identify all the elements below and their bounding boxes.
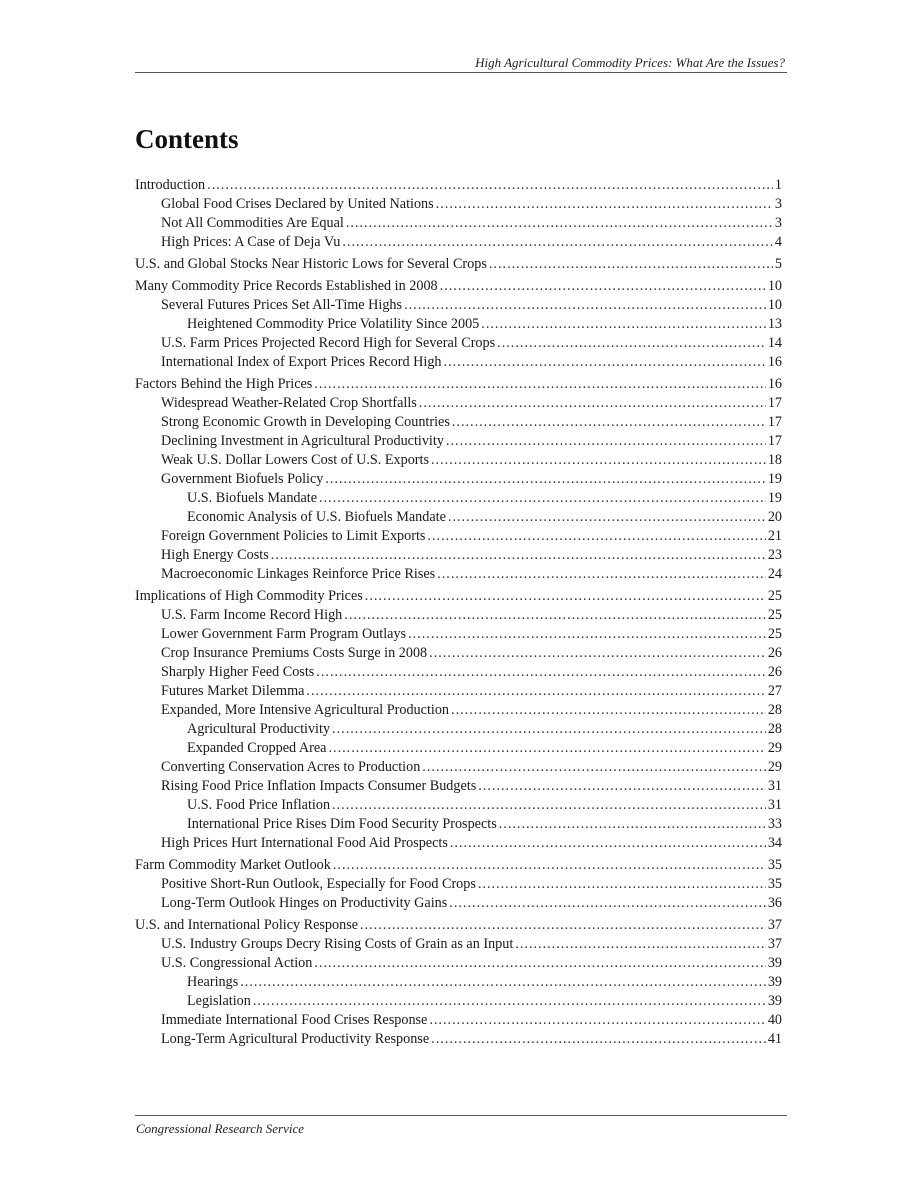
toc-entry-page-number: 21 <box>767 528 782 544</box>
toc-entry[interactable] <box>135 875 782 894</box>
toc-entry[interactable] <box>135 856 782 875</box>
toc-entry-label: High Prices: A Case of Deja Vu <box>161 234 341 250</box>
toc-entry-page-number: 4 <box>774 234 782 250</box>
toc-entry-label: Long-Term Agricultural Productivity Response <box>161 1031 430 1047</box>
toc-entry-label: U.S. Food Price Inflation <box>187 797 331 813</box>
toc-entry[interactable] <box>135 315 782 334</box>
toc-entry-label: Rising Food Price Inflation Impacts Consumer Budgets <box>161 778 477 794</box>
toc-dot-leader <box>344 606 766 625</box>
toc-entry-label: U.S. Farm Income Record High <box>161 607 343 623</box>
toc-dot-leader <box>240 973 766 992</box>
toc-dot-leader <box>446 432 766 451</box>
toc-entry[interactable] <box>135 489 782 508</box>
toc-entry-page-number: 14 <box>767 335 782 351</box>
toc-dot-leader <box>314 954 765 973</box>
toc-entry[interactable] <box>135 334 782 353</box>
toc-entry[interactable] <box>135 796 782 815</box>
toc-dot-leader <box>431 451 766 470</box>
toc-dot-leader <box>481 315 766 334</box>
header-rule <box>135 72 787 73</box>
toc-dot-leader <box>515 935 766 954</box>
toc-dot-leader <box>346 214 773 233</box>
toc-entry-page-number: 31 <box>767 797 782 813</box>
toc-dot-leader <box>319 489 766 508</box>
toc-entry-label: High Prices Hurt International Food Aid Prospects <box>161 835 448 851</box>
toc-entry-page-number: 3 <box>774 196 782 212</box>
toc-entry-page-number: 1 <box>774 177 782 193</box>
toc-entry-label: Implications of High Commodity Prices <box>135 588 363 604</box>
toc-dot-leader <box>332 720 766 739</box>
toc-entry-page-number: 39 <box>767 974 782 990</box>
toc-entry[interactable] <box>135 353 782 372</box>
toc-entry-label: Several Futures Prices Set All-Time Highs <box>161 297 403 313</box>
toc-entry-page-number: 25 <box>767 607 782 623</box>
toc-entry[interactable] <box>135 758 782 777</box>
toc-entry-page-number: 37 <box>767 936 782 952</box>
toc-entry[interactable] <box>135 973 782 992</box>
page-title: Contents <box>135 124 239 154</box>
toc-entry-page-number: 27 <box>767 683 782 699</box>
toc-entry-label: Heightened Commodity Price Volatility Since 2005 <box>187 316 480 332</box>
toc-entry-page-number: 34 <box>767 835 782 851</box>
toc-dot-leader <box>365 587 766 606</box>
toc-dot-leader <box>306 682 765 701</box>
toc-entry-page-number: 25 <box>767 626 782 642</box>
toc-entry[interactable] <box>135 777 782 796</box>
toc-dot-leader <box>427 527 765 546</box>
toc-entry-page-number: 20 <box>767 509 782 525</box>
toc-dot-leader <box>328 739 765 758</box>
toc-entry[interactable] <box>135 375 782 394</box>
running-header-title: High Agricultural Commodity Prices: What Are the Issues? <box>475 55 785 70</box>
toc-dot-leader <box>451 701 766 720</box>
toc-entry[interactable] <box>135 451 782 470</box>
toc-entry[interactable] <box>135 565 782 584</box>
toc-entry-label: Foreign Government Policies to Limit Exports <box>161 528 426 544</box>
toc-entry[interactable] <box>135 682 782 701</box>
toc-entry-label: International Price Rises Dim Food Security Prospects <box>187 816 497 832</box>
toc-entry[interactable] <box>135 916 782 935</box>
toc-entry-label: Global Food Crises Declared by United Nations <box>161 196 434 212</box>
toc-dot-leader <box>325 470 765 489</box>
toc-entry[interactable] <box>135 176 782 195</box>
toc-entry-page-number: 33 <box>767 816 782 832</box>
toc-dot-leader <box>429 644 766 663</box>
toc-dot-leader <box>342 233 773 252</box>
toc-entry-page-number: 17 <box>767 414 782 430</box>
toc-dot-leader <box>499 815 766 834</box>
toc-dot-leader <box>404 296 766 315</box>
toc-entry-page-number: 35 <box>767 876 782 892</box>
toc-entry[interactable] <box>135 432 782 451</box>
toc-entry-label: Economic Analysis of U.S. Biofuels Mandate <box>187 509 446 525</box>
toc-entry-label: International Index of Export Prices Record High <box>161 354 442 370</box>
toc-entry-label: Government Biofuels Policy <box>161 471 324 487</box>
toc-entry-label: U.S. and Global Stocks Near Historic Lows for Several Crops <box>135 256 487 272</box>
toc-dot-leader <box>316 663 766 682</box>
toc-dot-leader <box>429 1011 765 1030</box>
toc-entry-label: Widespread Weather-Related Crop Shortfalls <box>161 395 417 411</box>
toc-entry-page-number: 23 <box>767 547 782 563</box>
toc-entry-page-number: 10 <box>767 278 782 294</box>
toc-entry[interactable] <box>135 413 782 432</box>
toc-entry[interactable] <box>135 527 782 546</box>
toc-dot-leader <box>440 277 766 296</box>
toc-entry-page-number: 39 <box>767 993 782 1009</box>
toc-entry-label: Positive Short-Run Outlook, Especially for Food Crops <box>161 876 476 892</box>
toc-entry[interactable] <box>135 296 782 315</box>
toc-dot-leader <box>207 176 773 195</box>
toc-entry-page-number: 16 <box>767 354 782 370</box>
toc-entry-page-number: 10 <box>767 297 782 313</box>
toc-entry-page-number: 19 <box>767 471 782 487</box>
toc-entry-page-number: 26 <box>767 645 782 661</box>
toc-dot-leader <box>449 894 766 913</box>
toc-dot-leader <box>314 375 765 394</box>
toc-entry-label: Immediate International Food Crises Response <box>161 1012 428 1028</box>
toc-dot-leader <box>431 1030 766 1049</box>
toc-entry[interactable] <box>135 815 782 834</box>
toc-entry[interactable] <box>135 1011 782 1030</box>
toc-entry[interactable] <box>135 470 782 489</box>
toc-entry-label: Lower Government Farm Program Outlays <box>161 626 407 642</box>
toc-entry-label: U.S. Industry Groups Decry Rising Costs of Grain as an Input <box>161 936 514 952</box>
toc-entry-label: Farm Commodity Market Outlook <box>135 857 331 873</box>
toc-entry-label: Expanded Cropped Area <box>187 740 327 756</box>
toc-entry-page-number: 29 <box>767 740 782 756</box>
toc-dot-leader <box>271 546 766 565</box>
toc-entry[interactable] <box>135 894 782 913</box>
toc-entry[interactable] <box>135 663 782 682</box>
toc-entry-page-number: 17 <box>767 395 782 411</box>
toc-entry[interactable] <box>135 954 782 973</box>
toc-dot-leader <box>489 255 773 274</box>
toc-entry-label: Crop Insurance Premiums Costs Surge in 2008 <box>161 645 428 661</box>
toc-entry-page-number: 35 <box>767 857 782 873</box>
toc-entry-label: U.S. Farm Prices Projected Record High for Several Crops <box>161 335 496 351</box>
toc-entry-page-number: 25 <box>767 588 782 604</box>
toc-entry-label: U.S. and International Policy Response <box>135 917 359 933</box>
toc-entry[interactable] <box>135 546 782 565</box>
toc-entry-label: Expanded, More Intensive Agricultural Production <box>161 702 450 718</box>
toc-entry-page-number: 24 <box>767 566 782 582</box>
toc-entry-label: Many Commodity Price Records Established in 2008 <box>135 278 438 294</box>
toc-dot-leader <box>436 195 773 214</box>
toc-entry-label: U.S. Congressional Action <box>161 955 313 971</box>
toc-entry[interactable] <box>135 277 782 296</box>
toc-entry-label: Not All Commodities Are Equal <box>161 215 344 231</box>
toc-dot-leader <box>478 777 766 796</box>
toc-entry-label: Introduction <box>135 177 206 193</box>
toc-entry[interactable] <box>135 195 782 214</box>
toc-dot-leader <box>422 758 766 777</box>
toc-dot-leader <box>448 508 766 527</box>
toc-entry-label: High Energy Costs <box>161 547 269 563</box>
toc-entry-label: Long-Term Outlook Hinges on Productivity Gains <box>161 895 448 911</box>
toc-entry[interactable] <box>135 587 782 606</box>
toc-dot-leader <box>478 875 766 894</box>
toc-entry[interactable] <box>135 508 782 527</box>
toc-dot-leader <box>452 413 766 432</box>
toc-entry-label: Agricultural Productivity <box>187 721 331 737</box>
toc-entry-page-number: 18 <box>767 452 782 468</box>
toc-entry-label: Sharply Higher Feed Costs <box>161 664 315 680</box>
toc-dot-leader <box>450 834 766 853</box>
toc-dot-leader <box>444 353 766 372</box>
toc-entry-page-number: 26 <box>767 664 782 680</box>
toc-entry-page-number: 28 <box>767 702 782 718</box>
toc-entry[interactable] <box>135 834 782 853</box>
toc-entry-page-number: 37 <box>767 917 782 933</box>
toc-entry-page-number: 36 <box>767 895 782 911</box>
toc-dot-leader <box>419 394 766 413</box>
toc-dot-leader <box>437 565 766 584</box>
toc-entry-label: Strong Economic Growth in Developing Countries <box>161 414 450 430</box>
toc-entry-label: Hearings <box>187 974 239 990</box>
toc-entry-label: Factors Behind the High Prices <box>135 376 313 392</box>
toc-dot-leader <box>360 916 766 935</box>
toc-entry-page-number: 39 <box>767 955 782 971</box>
toc-entry-page-number: 29 <box>767 759 782 775</box>
toc-entry-page-number: 13 <box>767 316 782 332</box>
toc-entry-page-number: 40 <box>767 1012 782 1028</box>
toc-entry-label: Futures Market Dilemma <box>161 683 305 699</box>
toc-entry[interactable] <box>135 720 782 739</box>
toc-entry-page-number: 28 <box>767 721 782 737</box>
toc-entry-label: Legislation <box>187 993 251 1009</box>
toc-entry-label: Weak U.S. Dollar Lowers Cost of U.S. Exports <box>161 452 429 468</box>
toc-entry[interactable] <box>135 394 782 413</box>
toc-entry[interactable] <box>135 739 782 758</box>
toc-entry[interactable] <box>135 701 782 720</box>
toc-dot-leader <box>408 625 766 644</box>
toc-entry-label: Declining Investment in Agricultural Productivity <box>161 433 444 449</box>
toc-entry-page-number: 5 <box>774 256 782 272</box>
toc-entry[interactable] <box>135 625 782 644</box>
toc-entry-page-number: 3 <box>774 215 782 231</box>
footer-rule <box>135 1115 787 1116</box>
toc-entry[interactable] <box>135 992 782 1011</box>
toc-entry[interactable] <box>135 606 782 625</box>
toc-entry-label: U.S. Biofuels Mandate <box>187 490 318 506</box>
footer-text: Congressional Research Service <box>136 1121 304 1136</box>
toc-entry-page-number: 16 <box>767 376 782 392</box>
toc-entry[interactable] <box>135 214 782 233</box>
toc-dot-leader <box>333 856 766 875</box>
toc-entry[interactable] <box>135 644 782 663</box>
toc-entry[interactable] <box>135 255 782 274</box>
toc-dot-leader <box>497 334 766 353</box>
toc-entry-label: Macroeconomic Linkages Reinforce Price Rises <box>161 566 436 582</box>
toc-entry[interactable] <box>135 233 782 252</box>
toc-dot-leader <box>332 796 766 815</box>
table-of-contents <box>135 176 782 1049</box>
toc-entry-page-number: 19 <box>767 490 782 506</box>
toc-dot-leader <box>253 992 766 1011</box>
toc-entry[interactable] <box>135 1030 782 1049</box>
toc-entry-page-number: 41 <box>767 1031 782 1047</box>
toc-entry[interactable] <box>135 935 782 954</box>
toc-entry-page-number: 17 <box>767 433 782 449</box>
toc-entry-label: Converting Conservation Acres to Production <box>161 759 421 775</box>
toc-entry-page-number: 31 <box>767 778 782 794</box>
